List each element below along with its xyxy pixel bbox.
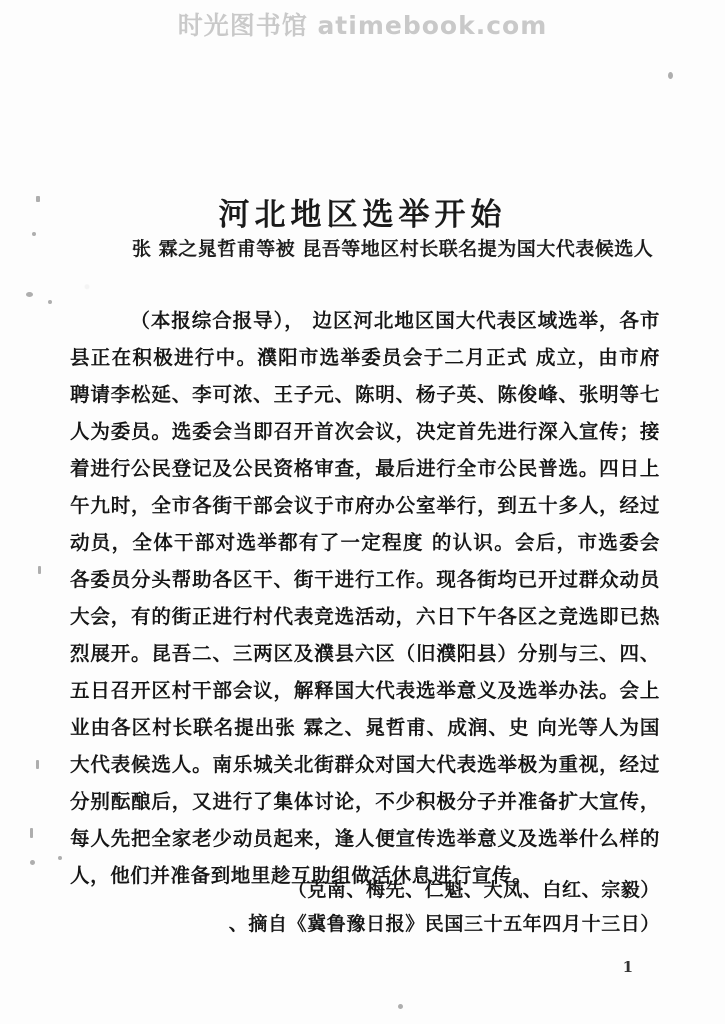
scan-speck — [30, 828, 33, 838]
article-credits: （克南、梅先、仁魁、大凤、白红、宗毅） — [287, 879, 660, 901]
body-text: （本报综合报导）， 边区河北地区国大代表区域选举，各市县正在积极进行中。濮阳市选举委员会于二月正式 成立，由市府聘请李松延、李可浓、王子元、陈明、杨子英、陈俊峰、张明等七人为委员。选委会当即召开首次会议，决定首先进行深入宣传；接着进行公民登记及公民资格审查，最后进行全市公民普选。四日上午九时，全市各街干部会议于市府办公室举行，到五十多人，经过动员，全体干部对选举都有了一定程度 的认识。会后，市选委会各委员分头帮助各区干、街干进行工作。现各街均已开过群众动员大会，有的街正进行村代表竞选活动，六日下午各区之竞选即已热烈展开。昆吾二、三两区及濮县六区（旧濮阳县）分别与三、四、五日召开区村干部会议，解释国大代表选举意义及选举办法。会上业由各区村长联名提出张 霖之、晁哲甫、成润、史 向光等人为国大代表候选人。南乐城关北街群众对国大代表选举极为重视，经过分别酝酿后，又进行了集体讨论，不少积极分子并准备扩大宣传，每人先把全家老少动员起来，逢人便宣传选举意义及选举什么样的人，他们并准备到地里趁互助组做活休息进行宣传。 — [70, 309, 660, 887]
scan-speck — [26, 292, 33, 297]
scan-speck — [48, 300, 52, 304]
scan-speck — [58, 856, 62, 860]
scan-speck — [38, 566, 41, 574]
article-body — [70, 302, 660, 894]
scan-speck — [398, 1004, 403, 1009]
article-subheadline — [74, 232, 654, 267]
site-watermark: 时光图书馆 atimebook.com — [177, 11, 548, 40]
subheadline-text: 张 霖之晁哲甫等被 昆吾等地区村长联名提为国大代表候选人 — [132, 238, 654, 260]
page-number: 1 — [622, 958, 633, 976]
scan-speck — [30, 860, 35, 865]
scan-speck — [668, 72, 673, 79]
scan-speck — [36, 760, 39, 769]
page-title: 河北地区选举开始 — [218, 196, 507, 233]
article-source: 、摘自《冀鲁豫日报》民国三十五年四月十三日） — [228, 913, 660, 935]
